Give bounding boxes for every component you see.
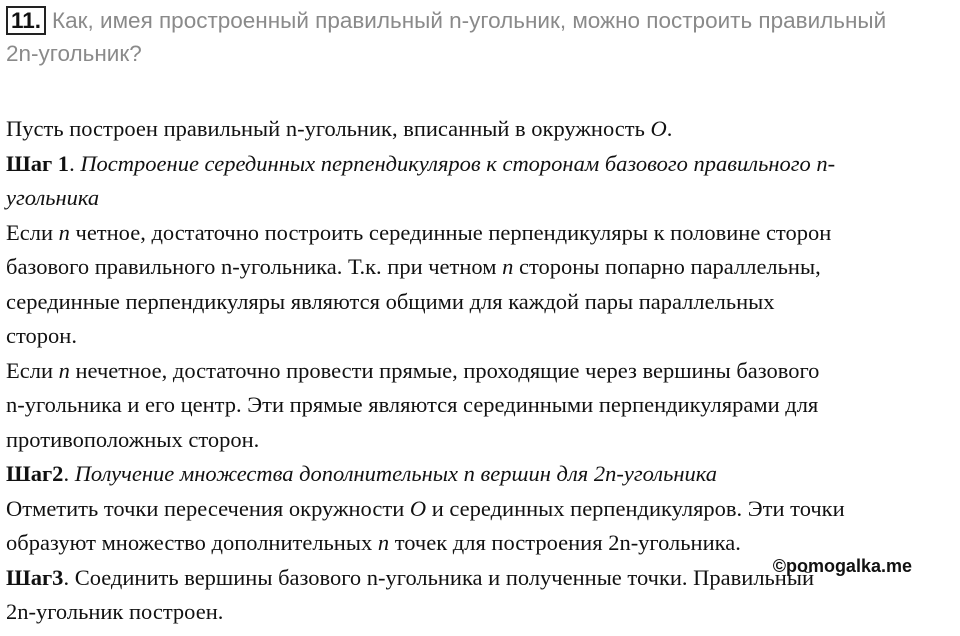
question-text-1: Как, имея простроенный правильный n-угольник, можно построить правильный [52,8,887,33]
step2-sep: . [63,461,75,486]
even-line-3: серединные перпендикуляры являются общими для каждой пары параллельных [6,288,775,314]
step2-heading [6,457,956,492]
step1-title-2: угольника [6,185,100,210]
step1-label: Шаг 1 [6,150,70,176]
even-line-4: сторон. [6,323,77,348]
step3-line-2: 2n-угольник построен. [6,599,224,624]
circle-variable: O [409,495,427,521]
question-number: 11. [6,6,46,35]
step2-text: Отметить точки пересечения окружности [6,495,410,521]
odd-line-2: n-угольника и его центр. Эти прямые являются серединными перпендикулярами для [6,392,819,417]
odd-text: Если [6,357,59,383]
step1-sep: . [69,150,81,176]
even-text: базового правильного n-угольника. Т.к. при четном [6,254,503,279]
even-text: стороны попарно параллельны, [513,254,821,279]
intro-text: Пусть построен правильный n-угольник, вписанный в окружность [6,116,651,141]
intro-paragraph [6,112,956,147]
odd-line-3: противоположных сторон. [6,426,260,452]
step2-title: Получение множества дополнительных n вершин для 2n-угольника [74,461,717,486]
even-line-2 [6,250,956,285]
step3-label: Шаг3 [6,564,64,590]
even-text: четное, достаточно построить серединные перпендикуляры к половине сторон [69,219,832,245]
intro-end: . [666,116,673,141]
question-line-1 [6,4,956,37]
question-text-2: 2n-угольник? [6,41,142,66]
n-variable: n [58,219,70,245]
step2-text: точек для построения 2n-угольника. [389,530,741,555]
n-variable: n [502,254,514,279]
document-page [6,4,956,630]
step2-label: Шаг2 [6,461,64,486]
step2-text: образуют множество дополнительных [6,530,378,555]
step1-heading [6,147,956,182]
odd-text: нечетное, достаточно провести прямые, проходящие через вершины базового [69,357,820,383]
even-line-1 [6,216,956,251]
question-line-2 [6,37,956,70]
step2-text: и серединных перпендикуляров. Эти точки [426,495,845,521]
step1-title-1: Построение серединных перпендикуляров к сторонам базового правильного n- [80,150,836,176]
even-text: Если [6,219,59,245]
n-variable: n [377,530,390,555]
odd-line-1 [6,354,956,389]
watermark: ©pomogalka.me [772,556,912,576]
n-variable: n [58,357,70,383]
circle-variable: O [650,116,667,141]
step2-line-1 [6,492,956,527]
step3-text-1: . Соединить вершины базового n-угольника и полученные точки. Правильный [63,564,815,590]
